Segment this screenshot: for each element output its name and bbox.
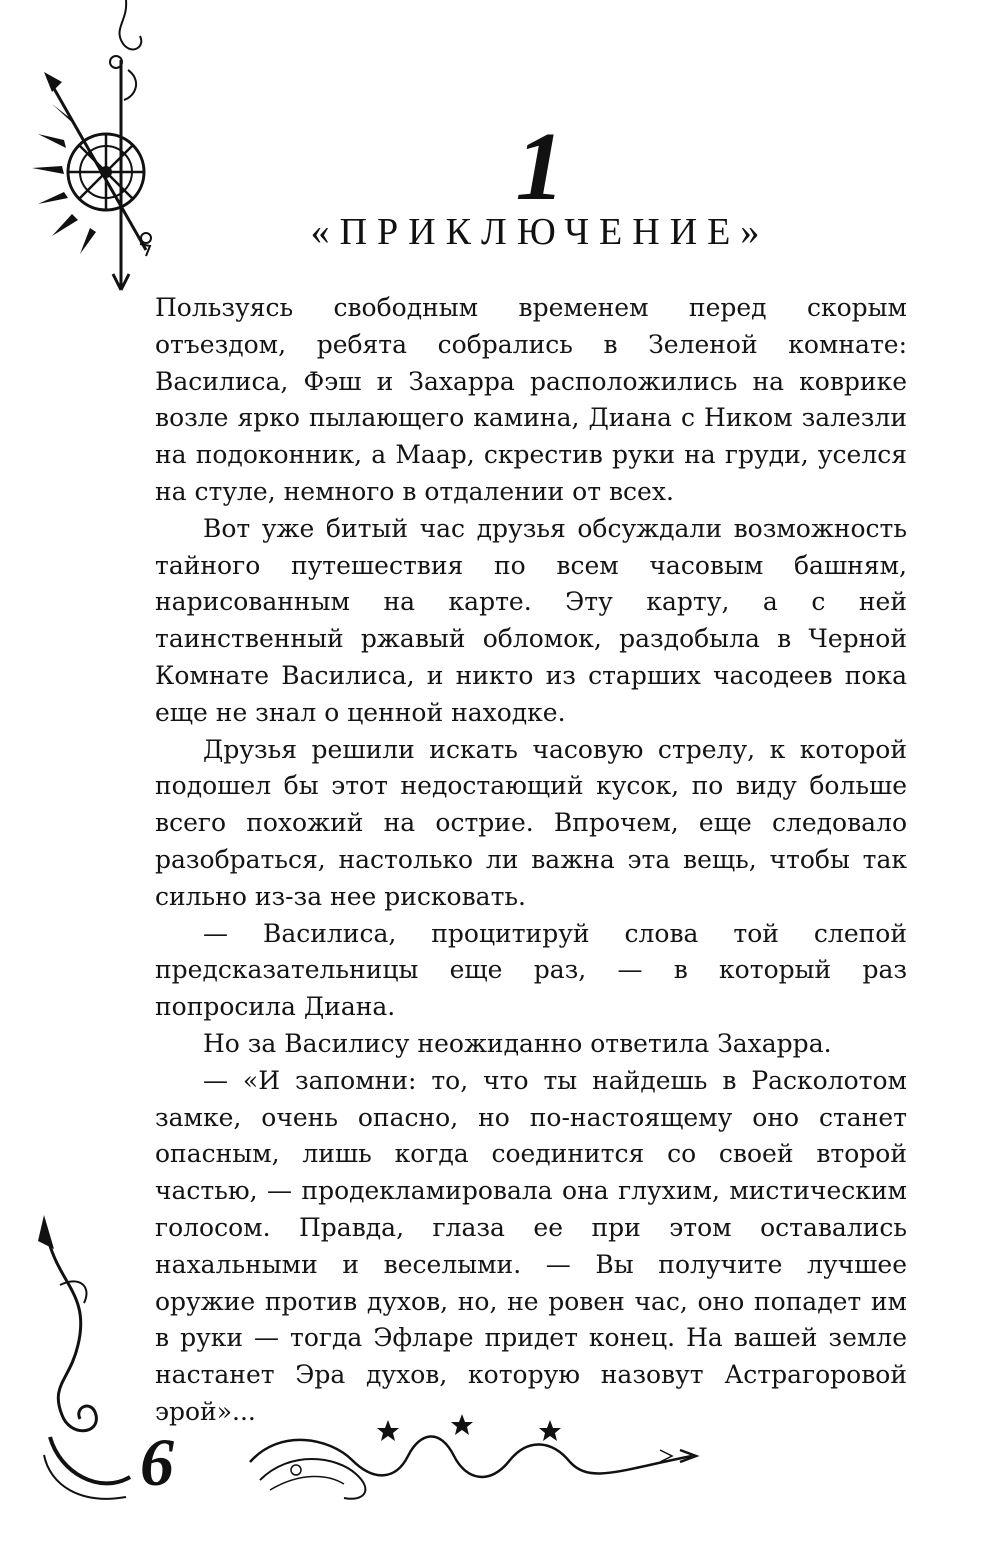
chapter-title: «ПРИКЛЮЧЕНИЕ» bbox=[310, 211, 770, 253]
paragraph: Пользуясь свободным временем перед скорым отъездом, ребята собрались в Зеленой комнате: Василиса, Фэш и Захарра расположились на коврике возле ярко пылающего камина, Диана с Ником залезли на подоконник, а Маар, скрестив руки на груди, уселся на стуле, немного в отдалении от всех. bbox=[155, 293, 907, 506]
chapter-number: 1 bbox=[515, 113, 565, 221]
swirl-arrow-ornament-icon bbox=[30, 1215, 140, 1515]
dialogue-paragraph: — «И запомни: то, что ты найдешь в Расколотом замке, очень опасно, но по-настоящему оно станет опасным, лишь когда соединится со своей второй частью, — продекламировала она глухим, мистическим голосом. Правда, глаза ее при этом оставались нахальными и веселыми. — Вы получите лучшее оружие против духов, но, не ровен час, оно попадет им в руки — тогда Эфларе придет конец. На вашей земле настанет Эра духов, которую назовут Астрагоровой эрой»... bbox=[155, 1065, 907, 1426]
paragraph: Друзья решили искать часовую стрелу, к которой подошел бы этот недостающий кусок, по виду больше всего похожий на острие. Впрочем, еще следовало разобраться, настолько ли важна эта вещь, чтобы так сильно из-за нее рисковать. bbox=[155, 734, 907, 911]
page-number: 6 bbox=[140, 1424, 174, 1500]
star-wave-flourish-icon bbox=[240, 1410, 700, 1505]
paragraph: Но за Василису неожиданно ответила Захарра. bbox=[203, 1028, 832, 1058]
compass-sun-ornament-icon bbox=[18, 0, 153, 300]
chapter-body bbox=[155, 290, 907, 1431]
paragraph: Вот уже битый час друзья обсуждали возможность тайного путешествия по всем часовым башням, нарисованным на карте. Эту карту, а с ней таинственный ржавый обломок, раздобыла в Черной Комнате Василиса, и никто из старших часодеев пока еще не знал о ценной находке. bbox=[155, 513, 907, 727]
dialogue-paragraph: — Василиса, процитируй слова той слепой предсказательницы еще раз, — в который раз попросила Диана. bbox=[155, 918, 907, 1022]
